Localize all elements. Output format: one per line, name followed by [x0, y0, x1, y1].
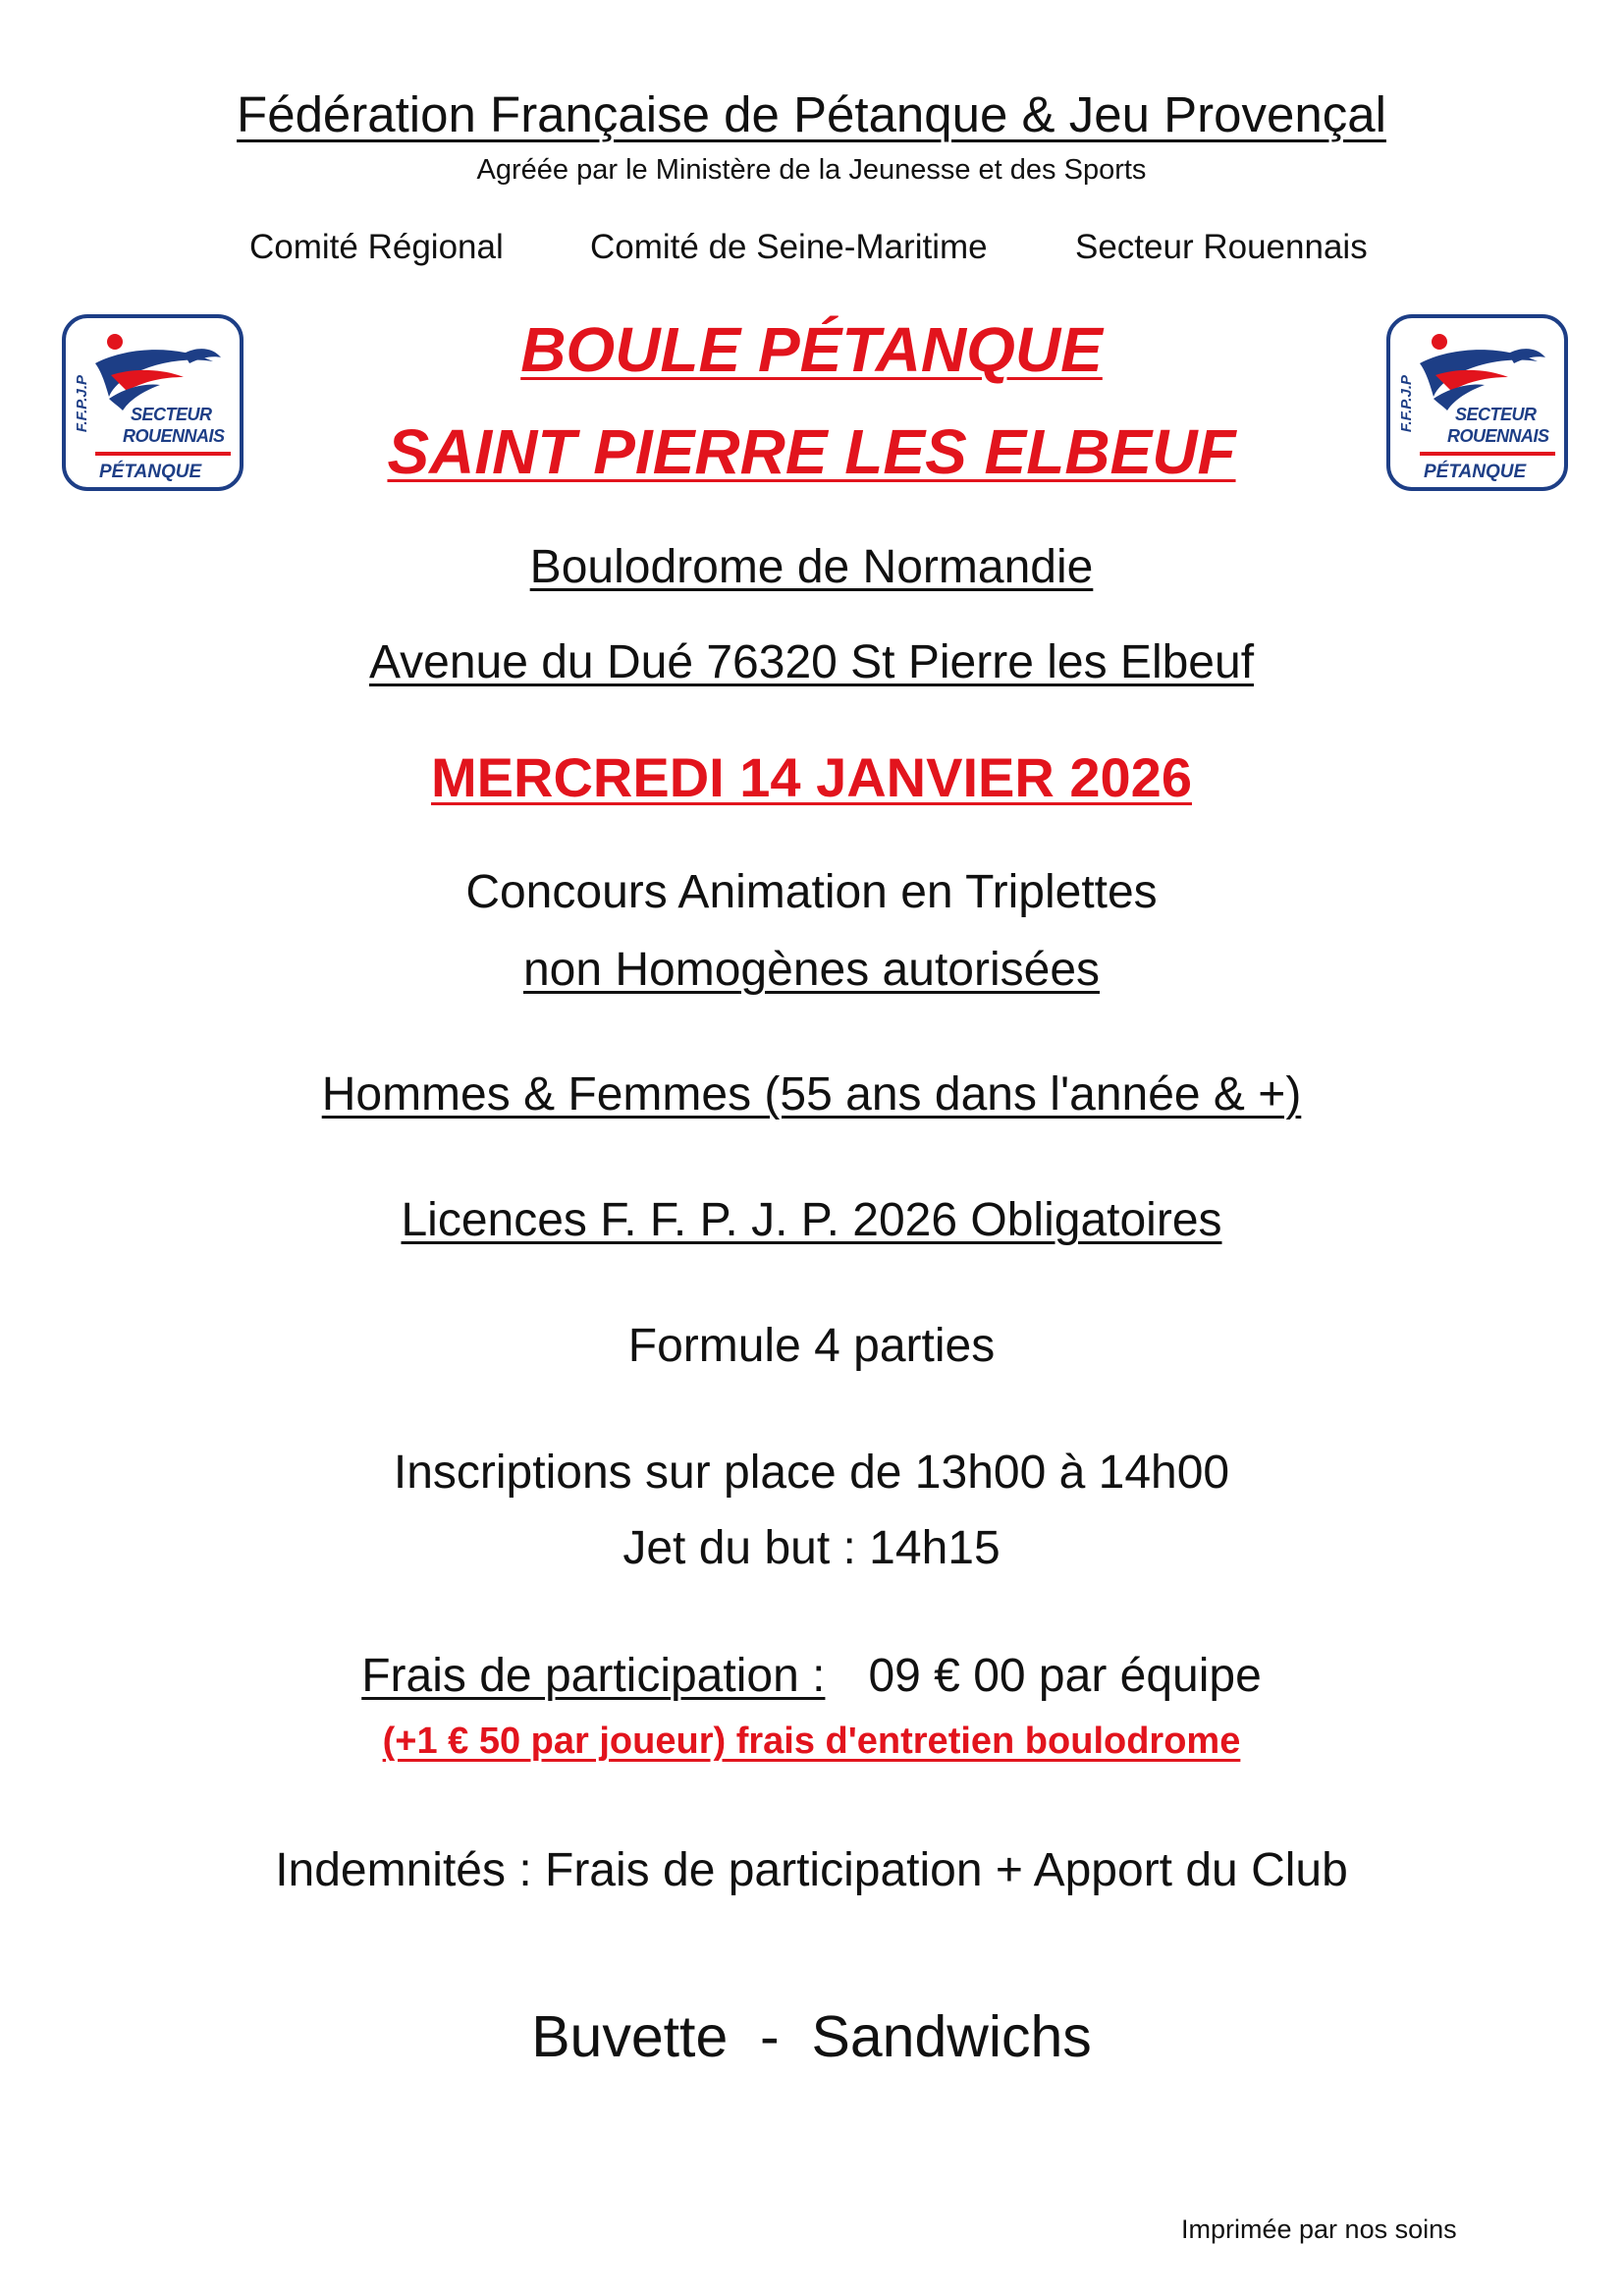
- committee-seine-maritime: Comité de Seine-Maritime: [590, 228, 988, 266]
- venue-address: Avenue du Dué 76320 St Pierre les Elbeuf: [368, 636, 1255, 688]
- contest-type: Concours Animation en Triplettes: [465, 866, 1158, 918]
- refreshments: [0, 2004, 1623, 2071]
- logo-line3: PÉTANQUE: [1424, 462, 1527, 482]
- licence-requirement: Licences F. F. P. J. P. 2026 Obligatoires: [401, 1194, 1222, 1246]
- logo-line3: PÉTANQUE: [99, 462, 202, 482]
- federation-title: [0, 86, 1623, 144]
- logo-side-text: F.F.P.J.P: [1398, 375, 1415, 433]
- event-date: MERCREDI 14 JANVIER 2026: [431, 746, 1192, 808]
- fees-label: Frais de participation :: [361, 1650, 826, 1702]
- logo-line2: ROUENNAIS: [1447, 426, 1549, 446]
- game-formula: Formule 4 parties: [627, 1320, 996, 1372]
- participants-criteria: Hommes & Femmes (55 ans dans l'année & +): [321, 1068, 1302, 1121]
- committee-regional: Comité Régional: [249, 228, 504, 266]
- indemnities: Indemnités : Frais de participation + Apport du Club: [275, 1844, 1348, 1896]
- logo-line1: SECTEUR: [1455, 405, 1537, 424]
- agreement-note: Agréée par le Ministère de la Jeunesse et des Sports: [476, 154, 1147, 186]
- venue-name: Boulodrome de Normandie: [529, 541, 1094, 593]
- federation-title-text: Fédération Française de Pétanque & Jeu Provençal: [237, 86, 1386, 142]
- logo-side-text: F.F.P.J.P: [74, 375, 90, 433]
- registration-hours: Inscriptions sur place de 13h00 à 14h00: [393, 1447, 1230, 1499]
- refreshments-text: Buvette - Sandwichs: [531, 2004, 1092, 2069]
- committee-secteur-rouennais: Secteur Rouennais: [1075, 228, 1368, 266]
- logo-line2: ROUENNAIS: [123, 426, 225, 446]
- printed-note: Imprimée par nos soins: [1181, 2214, 1457, 2244]
- fees-row: [0, 1649, 1623, 1703]
- start-time: Jet du but : 14h15: [622, 1522, 1001, 1574]
- fees-extra-note: (+1 € 50 par joueur) frais d'entretien boulodrome: [382, 1721, 1241, 1762]
- club-name-line2: SAINT PIERRE LES ELBEUF: [387, 416, 1236, 487]
- contest-teams-note: non Homogènes autorisées: [522, 944, 1101, 996]
- fees-value: 09 € 00 par équipe: [868, 1650, 1262, 1702]
- club-name-line1: BOULE PÉTANQUE: [520, 314, 1103, 385]
- logo-line1: SECTEUR: [131, 405, 212, 424]
